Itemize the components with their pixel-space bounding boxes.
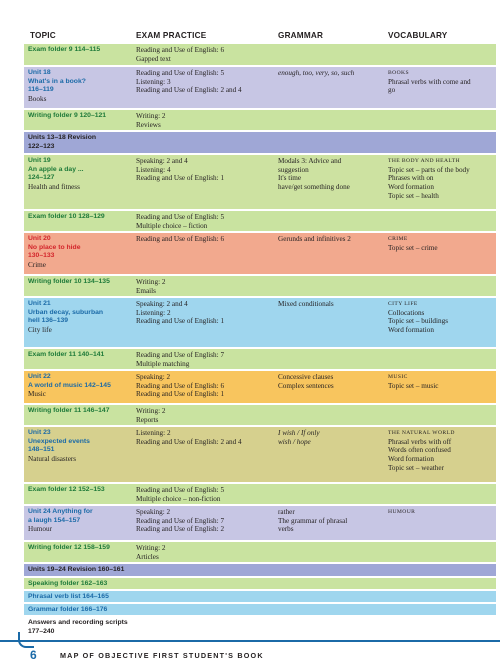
unit-subtitle: Unexpected events 148–151 — [28, 437, 90, 454]
exam-practice-cell: Listening: 2 Reading and Use of English: 2 and 4 — [136, 429, 242, 446]
table-row — [24, 564, 496, 577]
table-row — [24, 617, 496, 635]
page-footer — [0, 640, 500, 667]
unit-title: Writing folder 9 120–121 — [28, 112, 107, 119]
topic-cell — [28, 278, 132, 287]
unit-subtitle: A world of music 142–145 — [28, 381, 111, 389]
table-row — [24, 132, 496, 154]
unit-title: Unit 23 — [28, 429, 51, 436]
grammar-cell: Modals 3: Advice and suggestion It's time have/get something done — [278, 157, 350, 192]
exam-practice-cell: Speaking: 2 Reading and Use of English: 7 Reading and Use of English: 2 — [136, 508, 225, 534]
exam-practice-cell: Reading and Use of English: 7 Multiple matching — [136, 351, 225, 368]
unit-title: Unit 22 — [28, 373, 51, 380]
unit-topic: Books — [28, 95, 47, 104]
grammar-cell: rather The grammar of phrasal verbs — [278, 508, 348, 534]
vocabulary-heading: CRIME — [388, 236, 408, 242]
unit-title: Speaking folder 162–163 — [28, 580, 108, 587]
table-row — [24, 371, 496, 404]
exam-practice-cell: Writing: 2 Emails — [136, 278, 166, 295]
topic-cell — [28, 566, 132, 575]
table-row — [24, 578, 496, 590]
header-grammar: GRAMMAR — [278, 31, 324, 40]
vocabulary-cell — [388, 373, 494, 390]
unit-subtitle: Urban decay, suburban hell 136–139 — [28, 308, 104, 325]
topic-cell — [28, 486, 132, 495]
table-row — [24, 211, 496, 232]
topic-cell — [28, 580, 132, 589]
unit-title: Exam folder 11 140–141 — [28, 351, 105, 358]
table-row — [24, 591, 496, 603]
vocabulary-items: Collocations Topic set – buildings Word formation — [388, 308, 448, 335]
table-row — [24, 405, 496, 426]
vocabulary-cell — [388, 157, 494, 201]
unit-title: Exam folder 10 128–129 — [28, 213, 105, 220]
unit-title: Writing folder 11 146–147 — [28, 407, 110, 414]
exam-practice-cell: Writing: 2 Articles — [136, 544, 166, 561]
table-row — [24, 155, 496, 210]
table-row — [24, 298, 496, 348]
vocabulary-heading: CITY LIFE — [388, 301, 418, 307]
unit-topic: City life — [28, 326, 52, 335]
vocabulary-items: Topic set – crime — [388, 243, 438, 252]
unit-subtitle: No place to hide 130–133 — [28, 243, 81, 260]
topic-cell — [28, 351, 132, 360]
unit-subtitle: What's in a book? 116–119 — [28, 77, 86, 94]
unit-topic: Natural disasters — [28, 455, 77, 464]
footer-rule — [0, 640, 500, 642]
table-row — [24, 349, 496, 370]
vocabulary-items: Topic set – parts of the body Phrases with on Word formation Topic set – health — [388, 165, 470, 200]
topic-cell — [28, 300, 132, 335]
exam-practice-cell: Reading and Use of English: 5 Listening: 3 Reading and Use of English: 2 and 4 — [136, 69, 242, 95]
page-number: 6 — [30, 648, 37, 662]
table-row — [24, 233, 496, 275]
table-row — [24, 276, 496, 297]
topic-cell — [28, 69, 132, 104]
unit-topic: Health and fitness — [28, 183, 80, 192]
unit-subtitle: 122–123 — [28, 142, 55, 150]
table-row — [24, 110, 496, 131]
vocabulary-heading: MUSIC — [388, 374, 408, 380]
vocabulary-heading: BOOKS — [388, 70, 409, 76]
header-vocabulary: VOCABULARY — [388, 31, 448, 40]
table-row — [24, 427, 496, 483]
column-headers — [0, 31, 500, 43]
unit-title: Unit 19 — [28, 157, 51, 164]
unit-title: Unit 24 Anything for a laugh 154–157 — [28, 508, 93, 524]
unit-title: Unit 18 — [28, 69, 51, 76]
vocabulary-heading: THE NATURAL WORLD — [388, 430, 455, 436]
table-row — [24, 506, 496, 541]
unit-title: Exam folder 9 114–115 — [28, 46, 101, 53]
grammar-cell: enough, too, very, so, such — [278, 69, 355, 77]
topic-cell — [28, 619, 132, 636]
vocabulary-heading: THE BODY AND HEALTH — [388, 158, 460, 164]
table-row — [24, 44, 496, 66]
topic-cell — [28, 213, 132, 222]
unit-title: Writing folder 12 158–159 — [28, 544, 110, 551]
vocabulary-items: Phrasal verbs with off Words often confused Word formation Topic set – weather — [388, 437, 452, 472]
topic-cell — [28, 429, 132, 464]
unit-topic: Crime — [28, 261, 46, 270]
footer-corner-mark — [18, 632, 34, 648]
exam-practice-cell: Reading and Use of English: 6 — [136, 235, 225, 243]
table-row — [24, 67, 496, 109]
exam-practice-cell: Reading and Use of English: 5 Multiple choice – non-fiction — [136, 486, 225, 503]
unit-title: Units 19–24 Revision 160–161 — [28, 566, 125, 573]
unit-title: Writing folder 10 134–135 — [28, 278, 110, 285]
footer-title: MAP OF OBJECTIVE FIRST STUDENT'S BOOK — [60, 651, 264, 660]
topic-cell — [28, 593, 132, 602]
topic-cell — [28, 235, 132, 270]
table-row — [24, 604, 496, 616]
unit-title: Units 13–18 Revision — [28, 134, 96, 141]
unit-title: Exam folder 12 152–153 — [28, 486, 105, 493]
topic-cell — [28, 544, 132, 553]
vocabulary-cell — [388, 508, 494, 517]
unit-topic: Humour — [28, 525, 52, 534]
topic-cell — [28, 373, 132, 399]
vocabulary-heading: HUMOUR — [388, 509, 416, 515]
grammar-cell: Concessive clauses Complex sentences — [278, 373, 334, 390]
unit-title: Grammar folder 166–176 — [28, 606, 108, 613]
unit-subtitle: An apple a day ... 124–127 — [28, 165, 84, 182]
vocabulary-items: Topic set – music — [388, 381, 439, 390]
topic-cell — [28, 157, 132, 192]
topic-cell — [28, 112, 132, 121]
unit-title: Answers and recording scripts 177–240 — [28, 619, 128, 635]
header-exam-practice: EXAM PRACTICE — [136, 31, 207, 40]
table-row — [24, 484, 496, 505]
topic-cell — [28, 134, 132, 151]
unit-title: Unit 21 — [28, 300, 51, 307]
vocabulary-cell — [388, 235, 494, 252]
header-topic: TOPIC — [30, 31, 56, 40]
topic-cell — [28, 508, 132, 534]
unit-topic: Music — [28, 390, 46, 399]
exam-practice-cell: Speaking: 2 and 4 Listening: 4 Reading and Use of English: 1 — [136, 157, 225, 183]
grammar-cell: I wish / If only wish / hope — [278, 429, 320, 446]
exam-practice-cell: Writing: 2 Reports — [136, 407, 166, 424]
vocabulary-cell — [388, 429, 494, 473]
exam-practice-cell: Speaking: 2 Reading and Use of English: 6 Reading and Use of English: 1 — [136, 373, 225, 399]
exam-practice-cell: Writing: 2 Reviews — [136, 112, 166, 129]
vocabulary-cell — [388, 69, 494, 95]
topic-cell — [28, 46, 132, 55]
topic-cell — [28, 407, 132, 416]
table-row — [24, 542, 496, 563]
grammar-cell: Mixed conditionals — [278, 300, 334, 308]
exam-practice-cell: Speaking: 2 and 4 Listening: 2 Reading and Use of English: 1 — [136, 300, 225, 326]
topic-cell — [28, 606, 132, 615]
vocabulary-items: Phrasal verbs with come and go — [388, 77, 471, 95]
exam-practice-cell: Reading and Use of English: 6 Gapped text — [136, 46, 225, 63]
exam-practice-cell: Reading and Use of English: 5 Multiple choice – fiction — [136, 213, 225, 230]
unit-title: Phrasal verb list 164–165 — [28, 593, 109, 600]
unit-title: Unit 20 — [28, 235, 51, 242]
grammar-cell: Gerunds and infinitives 2 — [278, 235, 351, 243]
vocabulary-cell — [388, 300, 494, 335]
